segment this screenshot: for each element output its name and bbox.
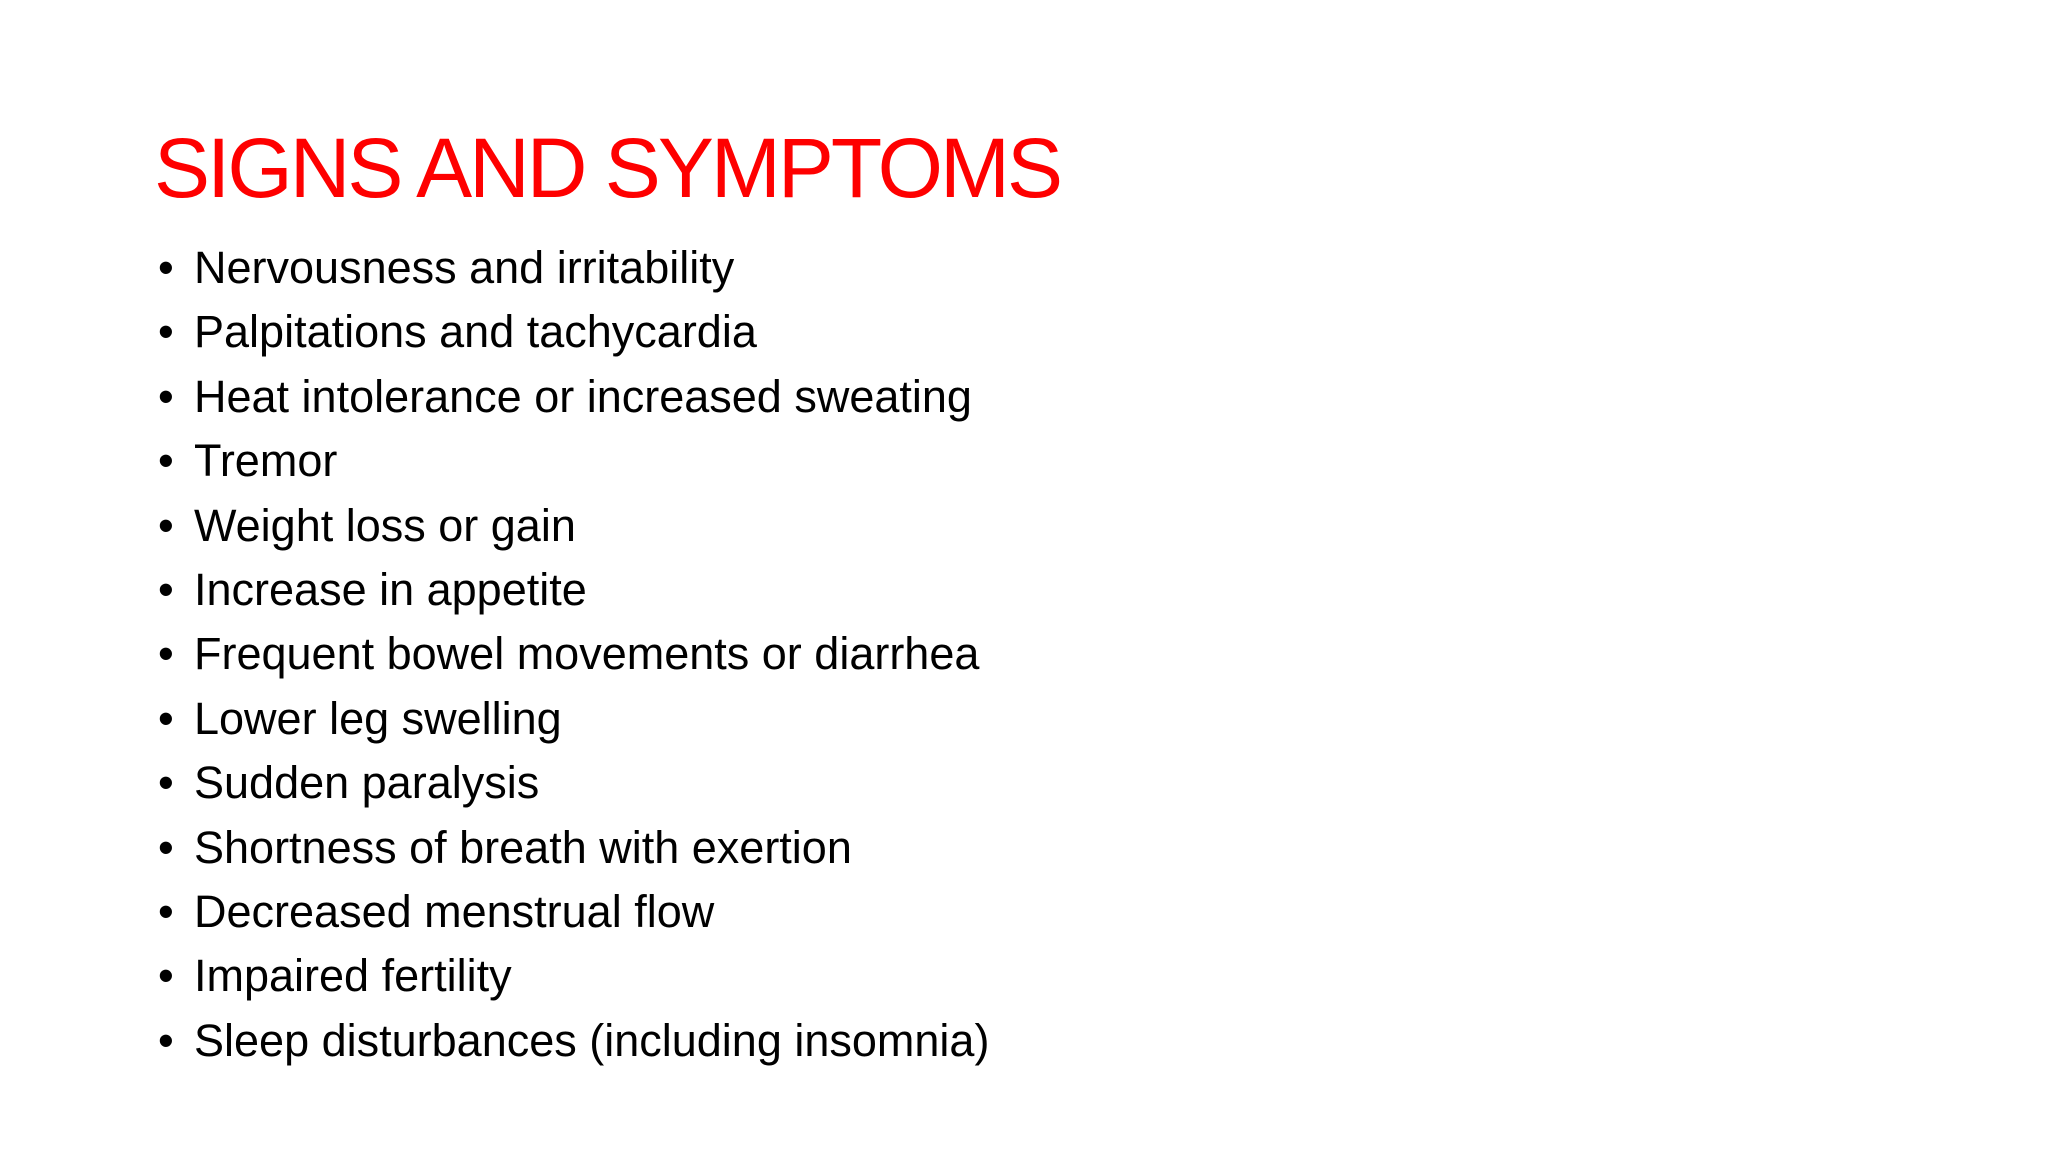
list-item: • Sleep disturbances (including insomnia)	[158, 1009, 989, 1073]
slide-title: SIGNS AND SYMPTOMS	[154, 121, 1060, 215]
symptom-list	[158, 236, 989, 1073]
list-item: • Heat intolerance or increased sweating	[158, 365, 989, 429]
list-item: • Nervousness and irritability	[158, 236, 989, 300]
list-item: • Tremor	[158, 429, 989, 493]
list-item: • Decreased menstrual flow	[158, 880, 989, 944]
list-item: • Impaired fertility	[158, 944, 989, 1008]
list-item: • Weight loss or gain	[158, 494, 989, 558]
list-item: • Palpitations and tachycardia	[158, 300, 989, 364]
list-item: • Lower leg swelling	[158, 687, 989, 751]
list-item: • Shortness of breath with exertion	[158, 816, 989, 880]
list-item: • Frequent bowel movements or diarrhea	[158, 622, 989, 686]
list-item: • Increase in appetite	[158, 558, 989, 622]
list-item: • Sudden paralysis	[158, 751, 989, 815]
